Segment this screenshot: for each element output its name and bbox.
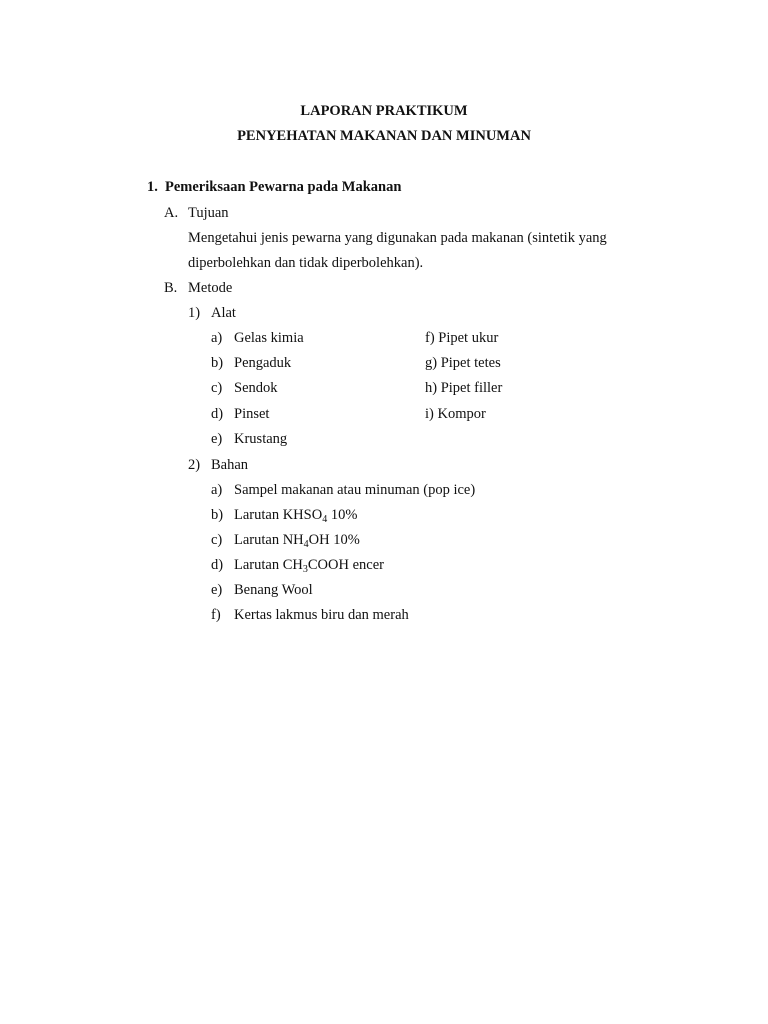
alat-title: Alat (211, 305, 236, 321)
alat-item-text: Pinset (234, 406, 270, 422)
bahan-item-text: Benang Wool (234, 582, 313, 598)
section-heading: Pemeriksaan Pewarna pada Makanan (165, 179, 402, 195)
subsection-a-title: Tujuan (188, 205, 229, 221)
alat-item-right: g) Pipet tetes (425, 355, 501, 371)
objective-text-line-2: diperbolehkan dan tidak diperbolehkan). (188, 255, 424, 271)
alat-item-label: b) (211, 355, 224, 371)
bahan-number: 2) (188, 457, 201, 473)
bahan-item-text: Sampel makanan atau minuman (pop ice) (234, 482, 476, 498)
bahan-item-label: a) (211, 482, 223, 498)
bahan-item-label: b) (211, 507, 224, 523)
title-line-1: LAPORAN PRAKTIKUM (300, 103, 468, 119)
alat-item-right: h) Pipet filler (425, 380, 503, 396)
alat-item-right: f) Pipet ukur (425, 330, 499, 346)
alat-item-label: e) (211, 431, 223, 447)
objective-text-line-1: Mengetahui jenis pewarna yang digunakan pada makanan (sintetik yang (188, 230, 607, 246)
bahan-item-label: f) (211, 607, 221, 623)
alat-item-label: a) (211, 330, 223, 346)
bahan-item-text: Larutan $NH_4OH$ 10% (234, 532, 360, 550)
alat-item-text: Gelas kimia (234, 330, 304, 346)
bahan-item-text: Larutan $KHSO_4$ 10% (234, 507, 358, 525)
alat-item-text: Sendok (234, 380, 278, 396)
bahan-title: Bahan (211, 457, 249, 473)
section-number: 1. (147, 179, 158, 195)
bahan-item-text: Larutan $CH_3COOH$ encer (234, 557, 384, 575)
bahan-item-label: e) (211, 582, 223, 598)
subsection-a-label: A. (164, 205, 179, 221)
alat-item-right: i) Kompor (425, 406, 486, 422)
subsection-b-title: Metode (188, 280, 233, 296)
title-line-2: PENYEHATAN MAKANAN DAN MINUMAN (237, 128, 531, 144)
alat-item-label: d) (211, 406, 224, 422)
bahan-item-text: Kertas lakmus biru dan merah (234, 607, 409, 623)
alat-number: 1) (188, 305, 201, 321)
subsection-b-label: B. (164, 280, 178, 296)
alat-item-text: Krustang (234, 431, 288, 447)
bahan-item-label: d) (211, 557, 224, 573)
alat-item-text: Pengaduk (234, 355, 292, 371)
bahan-item-label: c) (211, 532, 223, 548)
alat-item-label: c) (211, 380, 223, 396)
